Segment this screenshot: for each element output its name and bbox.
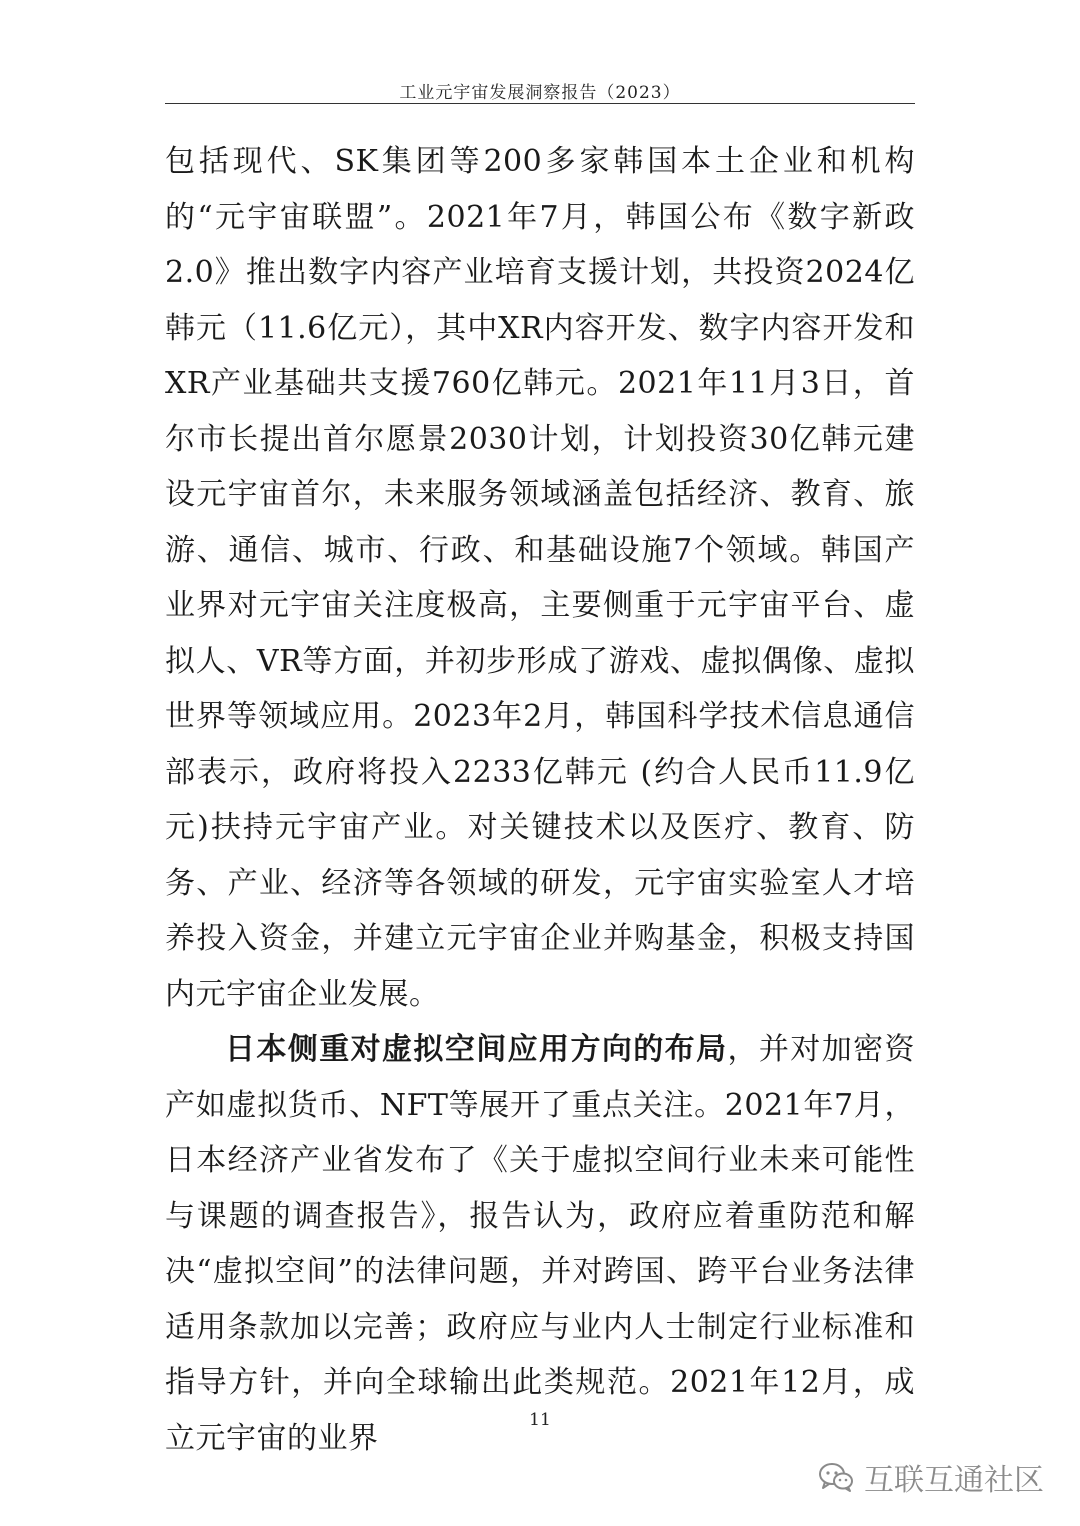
watermark xyxy=(818,1455,1044,1499)
paragraph-japan-text: ，并对加密资产如虚拟货币、NFT等展开了重点关注。2021年7月，日本经济产业省发布了《关于虚拟空间行业未来可能性与课题的调查报告》，报告认为，政府应着重防范和解决“虚拟空间”的法律问题，并对跨国、跨平台业务法律适用条款加以完善；政府应与业内人士制定行业标准和指导方针，并向全球输出此类规范。2021年12月，成立元宇宙的业界 xyxy=(165,1032,916,1456)
watermark-text: 互联互通社区 xyxy=(864,1463,1044,1498)
page-number: 11 xyxy=(529,1410,551,1430)
page-header-title: 工业元宇宙发展洞察报告（2023） xyxy=(399,83,681,103)
document-body xyxy=(165,134,915,1466)
paragraph-japan-lead: 日本侧重对虚拟空间应用方向的布局 xyxy=(225,1032,728,1067)
paragraph-korea: 包括现代、SK集团等200多家韩国本土企业和机构的“元宇宙联盟”。2021年7月，韩国公布《数字新政2.0》推出数字内容产业培育支援计划，共投资2024亿韩元（11.6亿元），其中XR内容开发、数字内容开发和XR产业基础共支援760亿韩元。2021年11月3日，首尔市长提出首尔愿景2030计划，计划投资30亿韩元建设元宇宙首尔，未来服务领域涵盖包括经济、教育、旅游、通信、城市、行政、和基础设施7个领域。韩国产业界对元宇宙关注度极高，主要侧重于元宇宙平台、虚拟人、VR等方面，并初步形成了游戏、虚拟偶像、虚拟世界等领域应用。2023年2月，韩国科学技术信息通信部表示，政府将投入2233亿韩元 (约合人民币11.9亿元)扶持元宇宙产业。对关键技术以及医疗、教育、防务、产业、经济等各领域的研发，元宇宙实验室人才培养投入资金，并建立元宇宙企业并购基金，积极支持国内元宇宙企业发展。 xyxy=(165,144,915,1012)
wechat-icon xyxy=(818,1461,854,1493)
paragraph-japan xyxy=(165,1022,915,1466)
header-divider xyxy=(165,103,915,104)
